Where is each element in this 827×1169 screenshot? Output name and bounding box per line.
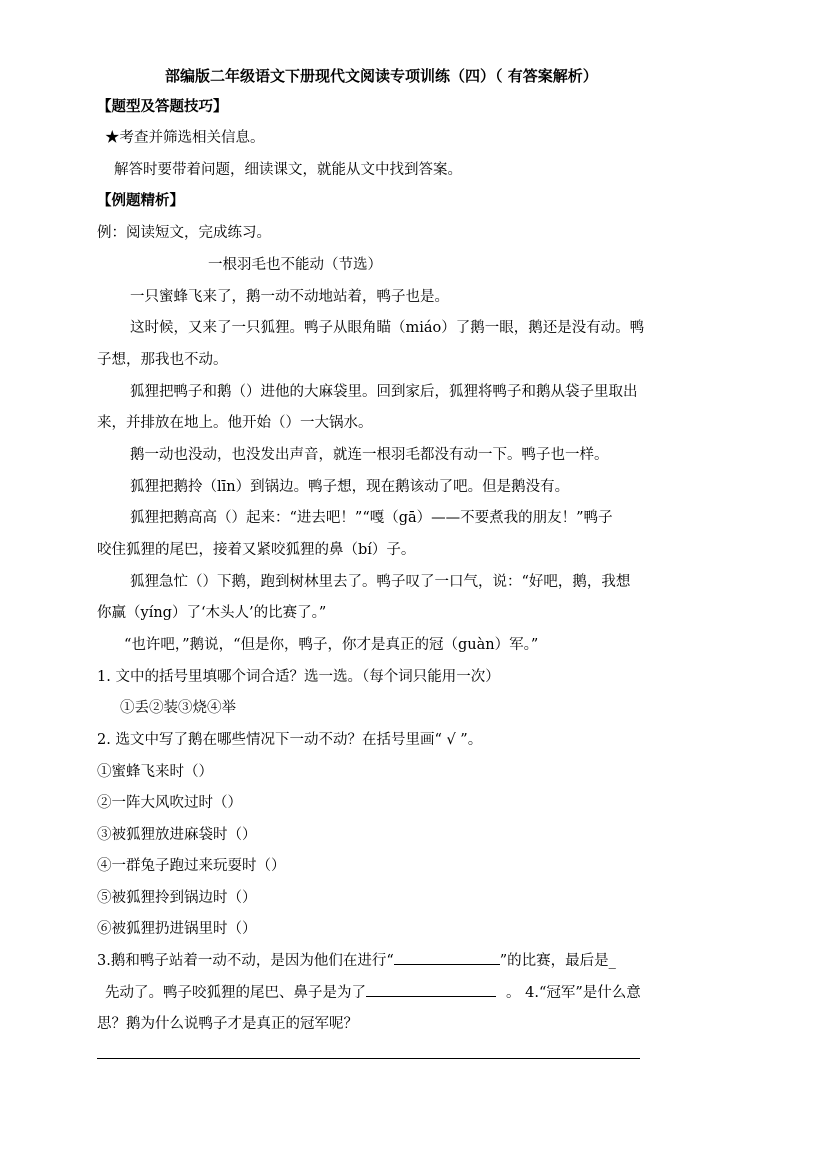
question-2: 2. 选文中写了鹅在哪些情况下一动不动？在括号里画“ √ ”。: [97, 732, 483, 748]
question-3-text: 3.鹅和鸭子站着一动不动，是因为他们在进行“: [97, 953, 394, 969]
section-heading-example: 【例题精析】: [97, 193, 184, 209]
question-1: 1. 文中的括号里填哪个词合适？选一选。（每个词只能用一次）: [97, 669, 500, 685]
question-3-text: 先动了。鸭子咬狐狸的尾巴、鼻子是为了: [105, 985, 366, 1001]
passage-paragraph-continued: 你赢（yíng）了‘木头人’的比赛了。”: [97, 605, 327, 621]
tip-line-1: ★考查并筛选相关信息。: [105, 130, 265, 146]
section-heading-tips: 【题型及答题技巧】: [97, 99, 228, 115]
passage-paragraph: “也许吧，”鹅说，“但是你，鸭子，你才是真正的冠（guàn）军。”: [124, 637, 539, 653]
passage-title: 一根羽毛也不能动（节选）: [208, 257, 382, 273]
answer-line[interactable]: [97, 1058, 640, 1059]
question-1-options: ①丢②装③烧④举: [120, 700, 236, 716]
passage-paragraph: 狐狸把鹅高高（）起来：“进去吧！”“嘎（gā）——不要煮我的朋友！”鸭子: [130, 510, 613, 526]
passage-paragraph-continued: 咬住狐狸的尾巴，接着又紧咬狐狸的鼻（bí）子。: [97, 542, 416, 558]
question-2-item: ④一群兔子跑过来玩耍时（）: [97, 858, 286, 874]
tip-line-2: 解答时要带着问题，细读课文，就能从文中找到答案。: [114, 162, 462, 178]
passage-paragraph: 这时候，又来了一只狐狸。鸭子从眼角瞄（miáo）了鹅一眼，鹅还是没有动。鸭: [130, 320, 645, 336]
passage-paragraph: 一只蜜蜂飞来了，鹅一动不动地站着，鸭子也是。: [130, 289, 449, 305]
question-3-text: ”的比赛，最后是_: [499, 953, 616, 969]
question-4-line-2: 思？鹅为什么说鸭子才是真正的冠军呢？: [97, 1016, 358, 1032]
passage-paragraph-continued: 来，并排放在地上。他开始（）一大锅水。: [97, 415, 373, 431]
passage-paragraph-continued: 子想，那我也不动。: [97, 352, 228, 368]
question-2-item: ②一阵大风吹过时（）: [97, 795, 242, 811]
example-intro: 例：阅读短文，完成练习。: [97, 225, 271, 241]
passage-paragraph: 狐狸把鹅拎（līn）到锅边。鸭子想，现在鹅该动了吧。但是鹅没有。: [130, 479, 570, 495]
question-2-item: ⑤被狐狸拎到锅边时（）: [97, 890, 257, 906]
question-2-item: ③被狐狸放进麻袋时（）: [97, 827, 257, 843]
passage-paragraph: 狐狸急忙（）下鹅，跑到树林里去了。鸭子叹了一口气，说：“好吧，鹅，我想: [130, 574, 631, 590]
passage-paragraph: 狐狸把鸭子和鹅（）进他的大麻袋里。回到家后，狐狸将鸭子和鹅从袋子里取出: [130, 384, 638, 400]
question-3-line-1: [97, 950, 616, 971]
question-4-text: 。 4.“冠军”是什么意: [506, 985, 641, 1001]
answer-blank[interactable]: [394, 950, 500, 965]
answer-blank[interactable]: [366, 982, 496, 997]
document-title: 部编版二年级语文下册现代文阅读专项训练（四）（ 有答案解析）: [165, 67, 598, 85]
question-2-item: ①蜜蜂飞来时（）: [97, 764, 213, 780]
question-3-line-2: [105, 982, 641, 1003]
question-2-item: ⑥被狐狸扔进锅里时（）: [97, 921, 257, 937]
passage-paragraph: 鹅一动也没动，也没发出声音，就连一根羽毛都没有动一下。鸭子也一样。: [130, 447, 609, 463]
